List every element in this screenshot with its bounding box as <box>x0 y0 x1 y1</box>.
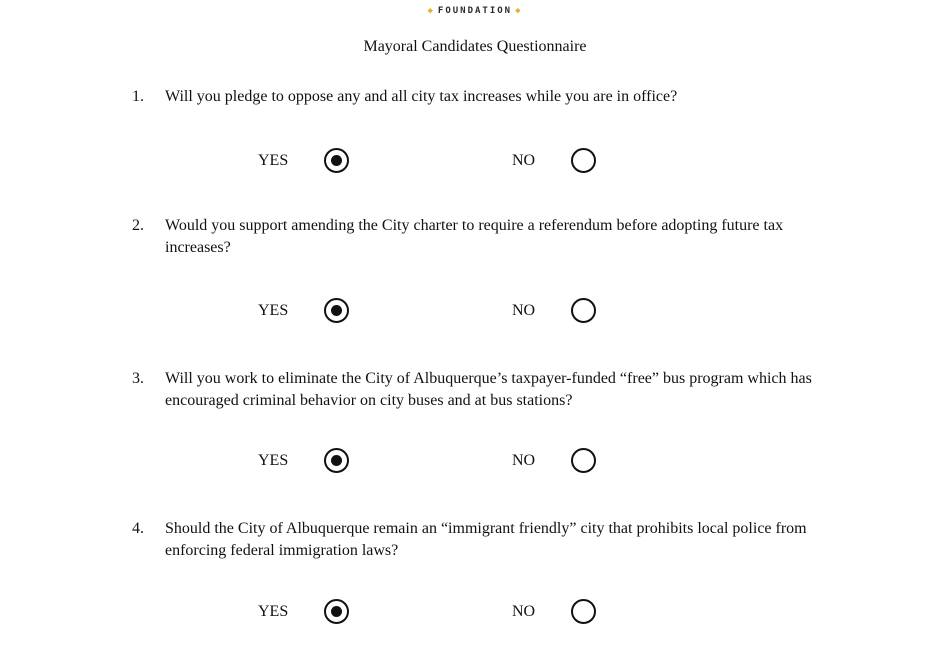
answer-row-2 <box>0 298 950 328</box>
answer-row-1 <box>0 148 950 178</box>
no-radio[interactable] <box>571 298 596 323</box>
question-text: Should the City of Albuquerque remain an “immigrant friendly” city that prohibits local police from enforcing federal immigration laws? <box>165 520 807 559</box>
question-text: Will you pledge to oppose any and all city tax increases while you are in office? <box>165 88 678 105</box>
radio-dot <box>331 606 342 617</box>
no-label: NO <box>512 302 536 319</box>
question-2 <box>132 215 852 259</box>
diamond-left-icon: ◆ <box>427 6 435 16</box>
no-label: NO <box>512 152 536 169</box>
yes-label: YES <box>258 603 289 620</box>
yes-label: YES <box>258 152 289 169</box>
yes-radio[interactable] <box>324 448 349 473</box>
logo-text: FOUNDATION <box>437 6 513 16</box>
no-radio[interactable] <box>571 148 596 173</box>
answer-row-3 <box>0 448 950 478</box>
question-number: 1. <box>132 88 144 105</box>
question-text: Will you work to eliminate the City of Albuquerque’s taxpayer-funded “free” bus program which has encouraged criminal behavior on city buses and at bus stations? <box>165 370 812 409</box>
question-text: Would you support amending the City charter to require a referendum before adopting future tax increases? <box>165 217 784 256</box>
radio-dot <box>331 455 342 466</box>
no-radio[interactable] <box>571 599 596 624</box>
no-label: NO <box>512 452 536 469</box>
yes-label: YES <box>258 302 289 319</box>
yes-radio[interactable] <box>324 599 349 624</box>
radio-dot <box>331 155 342 166</box>
yes-radio[interactable] <box>324 148 349 173</box>
question-1 <box>132 86 852 108</box>
yes-label: YES <box>258 452 289 469</box>
question-number: 2. <box>132 217 144 234</box>
question-number: 4. <box>132 520 144 537</box>
foundation-logo <box>0 6 950 16</box>
diamond-right-icon: ◆ <box>515 6 523 16</box>
no-label: NO <box>512 603 536 620</box>
question-4 <box>132 518 852 562</box>
no-radio[interactable] <box>571 448 596 473</box>
page-title: Mayoral Candidates Questionnaire <box>363 38 587 55</box>
radio-dot <box>331 305 342 316</box>
answer-row-4 <box>0 599 950 629</box>
yes-radio[interactable] <box>324 298 349 323</box>
question-number: 3. <box>132 370 144 387</box>
question-3 <box>132 368 852 412</box>
